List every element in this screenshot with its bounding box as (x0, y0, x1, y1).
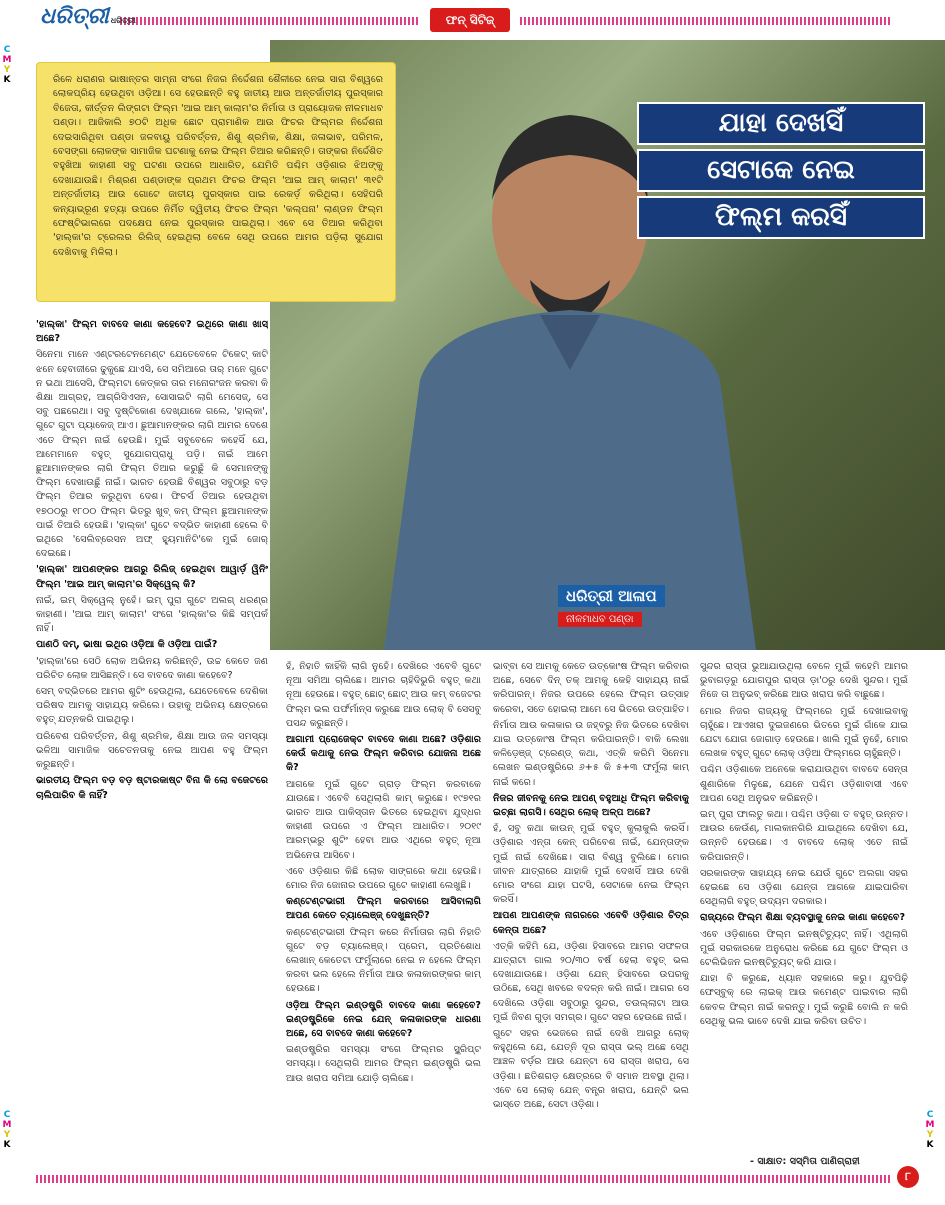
text-column-1 (36, 318, 268, 1170)
question-paragraph: କଣ୍ଟେଣ୍ଟଭାରୀ ଫିଲ୍ମ କରବାରେ ଆସିବାଲାଗି ଆପଣ କେତେ ଚ୍ୟାଲେଞ୍ଜ୍ ଦେଖୁଛନ୍ତି? (286, 896, 481, 922)
headline (637, 102, 925, 243)
cmyk-marks-bottom-left: C M Y K (2, 1110, 12, 1150)
answer-paragraph: 'ହାଲ୍କା'ରେ ସେଠି ଲୋକ ଅଭିନୟ କରିଛନ୍ତି, ଉଚ୍ଚ କେତେ ଜଣ ପରିଚିତ ଲୋକ ଆସିଛନ୍ତି। ସେ ବାବଦେ କାଣା କହେବେ? (36, 655, 268, 681)
byline (558, 585, 665, 627)
intro-box (36, 62, 396, 302)
answer-paragraph: ସରକାରଙ୍କ ସାହାଯ୍ୟ ନେଇ ଯେଉଁ ଗୁଟେ ଅଲଗା ସହର ହେଇଛେ ସେ ଓଡ଼ିଶା ଯେନ୍ତା ଆଗକେ ଯାଇପାରିବା ସେଥିଲାଗି ବହୁତ୍ ଉଦ୍ୟମ ଦରକାର। (700, 867, 908, 908)
answer-paragraph: ସେମ୍ ବଦ୍ଭିତରେ ଆମର ଶୁଟିଂ ହେଉଥିଲା, ଯେତେବେଳେ ଦେଶିକା ପରିଷଦ ଆମକୁ ସାହାଯ୍ୟ କରିଲେ। ଉହାକୁ ଅଭିନୟ କ୍ଷେତ୍ରରେ ବହୁତ୍ ଯତ୍ନକରି ପାଇଥିଲୁ। (36, 686, 268, 726)
question-paragraph: 'ହାଲ୍କା' ଆପଣଙ୍କର ଆଗରୁ ରିଲିଜ୍ ହେଇଥିବା ଆୱାର୍ଡ଼ ୱିନିଂ ଫିଲ୍ମ 'ଆଇ ଆମ୍ କାଲାମ'ର ସିକ୍ୱେଲ୍ କି? (36, 564, 268, 590)
answer-paragraph: ମୋର ନିଜର ରାଜ୍ୟକୁ ଫିଲ୍ମରେ ମୁଇଁ ଦେଖାଇବାକୁ ଚାହୁଁଛେ। ଆଏଖରା ଦୁଇଜଣରେ ଭିତରେ ମୁଇଁ ଗାଁକେ ଯାଇ ଯେଟା ଯୋଗ ଜୋଗାଡ଼ ହେଉଛେ। ଖାଲି ମୁଇଁ ନୁହେଁ, ମୋର ଲେଖକ ବହୁତ୍ ଗୁଟେ ଲୋକ୍ ଓଡ଼ିଆ ଫିଲ୍ମରେ ଚାହୁଁଛନ୍ତି। (700, 705, 908, 760)
question-paragraph: ଆଗାମୀ ପ୍ରୋଜେକ୍ଟ ବାବଦେ କାଣା ଅଛେ? ଓଡ଼ିଶାର କେଉଁ କଥାକୁ ନେଇ ଫିଲ୍ମ କରିବାର ଯୋଜନା ଅଛେ କି? (286, 734, 481, 774)
byline-brand: ଧରିତ୍ରୀ ଆଳାପ (558, 585, 665, 607)
interviewer-credit: - ସାକ୍ଷାତ: ସସ୍ମିତା ପାଣିଗ୍ରାହୀ (750, 1156, 860, 1167)
question-paragraph: ନିଜର ଜୀବନକୁ ନେଇ ଆପଣ୍ ବହୁଆଧି ଫିଲ୍ମ କରିବାକୁ ଇଚ୍ଛା ଲାଗସି। ସେଥିର ଲୋକ୍ ଅଳ୍ପ ଅଛେ? (493, 792, 689, 819)
answer-paragraph: ପଶ୍ଚିମ ଓଡ଼ିଶାକେ ଅନେକେ କରାଯାଉଥିବା ବାବଦେ ସେନ୍ତା ଶୁଣାରିକେ ମିଳୁଛେ, ଯେନେ ପଶ୍ଚିମ ଓଡ଼ିଶାବାସୀ ଏବେ ଆପଣ ସେଥି ଅନୁଭବ କରିଛନ୍ତି। (700, 764, 908, 804)
question-paragraph: ଓଡ଼ିଆ ଫିଲ୍ମ ଇଣ୍ଡଷ୍ଟ୍ରି ବାବଦେ କାଣା କହେବେ? ଇଣ୍ଡଷ୍ଟ୍ରିକେ ନେଇ ଯେନ୍ କଳାକାରଙ୍କ ଧାରଣା ଅଛେ, ସେ ବାବଦେ କାଣା କହେବେ? (286, 999, 481, 1040)
question-paragraph: ଭାରତୀୟ ଫିଲ୍ମ ବଡ଼ ବଡ଼ ଷ୍ଟାରକାଷ୍ଟ ବିନା କି ଲୋ ବଜେଟରେ ଚାଲିପାରିବ କି ନାହିଁ? (36, 775, 268, 801)
answer-paragraph: ଇମ୍ ପୁରା ଫାଲତୁ କଥା। ପଶ୍ଚିମ ଓଡ଼ିଶା ତ ବହୁତ୍ ଉନ୍ନତ। ଆଉର କେଉଁଣ୍, ମାଲକାନଗିରି ଯାଇଥିଲେ ଦେଖିବା ଯେ, ଉନ୍ନତି ହେଉଛେ। ଏ ବାବଦେ ଲୋକ୍ ଏତେ ନାଇଁ କରିପାରନ୍ତି। (700, 809, 908, 863)
decorative-stripe-right (520, 17, 890, 25)
answer-paragraph: ଏବେ ଓଡ଼ିଶାରେ ଫିଲ୍ମ ଇନଷ୍ଟିଚ୍ୟୁଟ୍ ନାହିଁ। ଏଥିଲାଗି ମୁଇଁ ସରକାରକେ ଅନୁରୋଧ କରିଛେ ଯେ ଗୁଟେ ଫିଲ୍ମ ଓ ଟେଲିଭିଜନ ଇନଷ୍ଟିଚ୍ୟୁଟ୍ କରି ଯାଉ। (700, 928, 908, 969)
question-paragraph: ଆପଣ ଆପଣଙ୍କ ନାଗରରେ ଏବେବି ଓଡ଼ିଶାର ଚିତ୍ର କେନ୍ତା ଅଛେ? (493, 910, 689, 936)
answer-paragraph: ସୁନ୍ଦର ରାସ୍ତା ଭୁଆଯାଉଥିଲା ବେଳେ ମୁଇଁ କହେମି ଆମର ଭୁବାଗଡ଼ରୁ ଯୋଗପୁର ରାସ୍ତା ଡ଼ା'ଠରୁ ଦେଖି ସୁନ୍ଦର। ମୁଇଁ ନିଜେ ତା ଅନୁଭବ୍ କରିଛେ ଆଉ ଖରାପ କରି ବାଛୁଛେ। (700, 661, 908, 701)
section-tab: ଫନ୍ ସିଟିଜ୍ (430, 8, 510, 32)
answer-paragraph: ଗୁଟେ ସହର ଭେଜରେ ନାଇଁ ଦେଖି ଆଗରୁ ଲୋକ୍ କହୁଥିଲେ ଯେ, ଯେତ୍ନି ଦୂର ରାସ୍ତା ଭଲ୍ ଅଛେ ସେଥି ଆଞ୍ଚଳ ବର୍ଡ଼ର ଆଉ ଯେନ୍ଟା ସେ ରାସ୍ତା ଖରାପ, ସେ ଓଡ଼ିଶା। ଛତିଶଗଡ଼ କ୍ଷେତ୍ରରେ ବି ସମାନ ଅବସ୍ଥା ଥିଲା। ଏବେ ସେ ଲୋକ୍ ଯେନ୍ ବନ୍ତ୍ର ଖରାପ, ଯେନ୍ଟି ଭଲ ଭାସ୍ତେ ଅଛେ, ସେଟା ଓଡ଼ିଶା। (493, 1028, 689, 1111)
headline-line-3: ଫିଲ୍ମ କରସିଁ (637, 196, 925, 239)
answer-paragraph: ହଁ, ସବୁ କଥା କାଉନ୍ ମୁଇଁ ବହୁତ୍ କୁଲାକୁଲି କରସିଁ। ଓଡ଼ିଶାର ଏନ୍ତା କେନ୍ ପରିବେଶ ନାଇଁ, ଯେନ୍ତାଙ୍କ ମୁଇଁ ନାଇଁ ଦେଖିଛେ। ସାରା ବିଶ୍ୱ ବୁଲିଛେ। ମୋର ଜୀବନ ଯାତ୍ରାରେ ଯାହାକି ମୁଇଁ ଦେଖସିଁ ଆଉ ଦେଖି ମୋର ସଂଗେ ଯାହା ଘଟସି, ସେଟାକେ ନେଇ ଫିଲ୍ମ କରସିଁ। (493, 823, 689, 906)
answer-paragraph: ଏତ୍କି କହିମି ଯେ, ଓଡ଼ିଶା ହିସାବରେ ଆମର ସଫଳତା ଯାତ୍ରାଟା ଗାଲ ୨୦/୩୦ ବର୍ଷ ହେଲା ବହୁତ୍ ଭଲ ଦେଖାଯାଉଛେ। ଓଡ଼ିଶା ଯେନ୍ ହିସାବରେ ଉପରକୁ ଉଠିଛେ, ସେଥି ଖବରେ ବଦଳ୍ନ କରି ନାଇଁ। ଆଗର ସେ ଦେଖିଲେ ଓଡ଼ିଶା ସବୁଠାରୁ ସୁନ୍ଦର, ତଉଲ୍ଲାଟା ଆଉ ମୁଇଁ ଜିବଣ ଗୁଡ଼ା ସମଗ୍ର। ଗୁଟେ ସହର ହେଉଛେ ନାଇଁ। (493, 940, 689, 1023)
answer-paragraph: ନିର୍ମାତା ଆଉ କଳାକାର ଉ ଜହ୍ବରୁ ନିଜ ଭିତରେ ଦେଖିବା ଯାଇ ଉତ୍କୋଂଷ ଫିଲ୍ମ କରିପାରନ୍ତି। ବାକି ଲେଖା କଳିଡ଼େଞ୍ଜ୍ ଟ୍ରେଣ୍ଡ୍ କଥା, ଏତ୍କି କରିମି ସିନେମା ଲେଖନ ଇଣ୍ଡଷ୍ଟ୍ରିରେ ୬+୫ କି ୫+୩ ଫର୍ମୁଲା କାମ୍ ନାଇଁ କରେ। (493, 719, 689, 788)
decorative-stripe-bottom (36, 1175, 891, 1183)
page-number: ୮ (897, 1166, 919, 1188)
magazine-logo: ଧରିତ୍ରୀ ଧରିତ୍ରୀ (40, 4, 136, 29)
headline-line-2: ସେଟାକେ ନେଇ (637, 149, 925, 192)
answer-paragraph: ଭାବ୍ବା ସେ ଆମକୁ କେତେ ଉତ୍କୋଂଷ ଫିଲ୍ମ କରିବାର ଅଛେ, ସେବେ ଦିନ୍ ତକ୍ ଆମକୁ କେହି ସାହାଯ୍ୟ ନାଇଁ କରିପାରନ୍। ନିଜର ଉପରେ ହେଲେ ଫିଲ୍ମ ଉତ୍ସାହ କରେବା, ସତେ ହୋଇଲା ଆମେ ସେ ଭିତରେ ଉତ୍ପାହିତ। (493, 661, 689, 715)
text-column-3 (493, 660, 689, 1170)
intro-text: ରିଳେ ଧରାଣର ଭାଷାନ୍ତର ସାମ୍ନା ସଂଗେ ନିଜର ନିର୍ଦ୍ଦେଶନା ଶୈଳୀରେ ନେଇ ସାରା ବିଶ୍ୱରେ ଲୋକପ୍ରିୟ ହେଉଥିବା ଓଡ଼ିଆ। ସେ ହେଉଛନ୍ତି ବହୁ ଜାତୀୟ ଆଉ ଅନ୍ତର୍ଜାତୀୟ ପୁରସ୍କାର ବିଜେତା, କୀର୍ତ୍ତନ ଲିଙ୍ଗଟା ଫିଲ୍ମ 'ଆଇ ଆମ୍ କାଲାମ'ର ନିର୍ମାତା ଓ ପ୍ରାୟୋଜକ ନୀଳମାଧବ ପଣ୍ଡା। ଆଜିକାଲି ୭୦ଟି ଅଧିକ ଛୋଟ ପ୍ରାମାଣିକ ଆଉ ଫିଚର ଫିଲ୍ମର ନିର୍ଦ୍ଦେଶନା ଦେଇସାରିଥିବା ପଣ୍ଡା ଜଳବାୟୁ ପରିବର୍ତ୍ତନ, ଶିଶୁ ଶ୍ରମିକ, ଶିକ୍ଷା, ଜଳାଭାବ, ପରିମଳ, ବେସଙ୍ଗା ଲୋକଙ୍କ ସାମାଜିକ ଘଟଣାକୁ ନେଇ ଫିଲ୍ମ ତିଆର କରିଛନ୍ତି। ତାଙ୍କର ନିର୍ଦ୍ଦେଶିତ ବହୁଖିଆ କାହାଣୀ ସବୁ ଘଟଣା ଉପରେ ଆଧାରିତ, ଯେମିତି ପଶ୍ଚିମ ଓଡ଼ିଶାର ଝିଅଙ୍କୁ ଦେଖାଯାଉଛି। ମିଶ୍ରଣ ପଣ୍ଡାଙ୍କ ପ୍ରଥମ ଫିଚର ଫିଲ୍ମ 'ଆଇ ଆମ୍ କାଲାମ' ୩୧ଟି ଅନ୍ତର୍ଜାତୀୟ ଆଉ ଗୋଟେ ଜାତୀୟ ପୁରସ୍କାର ପାଇ ରେକର୍ଡ଼ କରିଥିଲା। ସେହିପରି କନ୍ୟାଭ୍ରୂଣ ହତ୍ୟା ଉପରେ ନିର୍ମିତ ଦ୍ୱିତୀୟ ଫିଚର ଫିଲ୍ମ 'କଲ୍ପନା' ଲାଣ୍ଡନ ଫିଲ୍ମ ଫେଷ୍ଟିଭାଲରେ ପଦକ୍ଷେପ ନେଇ ପୁରସ୍କାର ପାଇଥିଲା। ଏବେ ସେ ତିଆର କରିଥିବା 'ହାଲ୍କା'ର ଟ୍ରେଲର ରିଲିଜ୍ ହେଇଥିଲା ବେଳେ ସେଥି ଉପରେ ଆମର ପଡ଼ିଲା ସୁଯୋଗ ଦେଖିବାକୁ ମିଳିଲା। (53, 74, 383, 258)
answer-paragraph: ହଁ, ନିହାତି କାହିଁକି ଲାଗି ନୁହେଁ। ଦେଖିରେ ଏବେବି ଗୁଟେ ନୂଆ ସମିଆ ଚାଲିଛେ। ଆମର ଚାହିଦିଭୁରି ବହୁତ୍ କଥା ନୂଆ ହେଉଛେ। ବହୁତ୍ ଛୋଟ୍ ଛୋଟ୍ ଆଉ କମ୍ ବଜେଟର ଫିଲ୍ମ ଭଲ ପର୍ଫର୍ମାନ୍ସ କରୁଛେ ଆଉ ଲୋକ୍ ବି ସେସବୁ ପସନ୍ଦ କରୁଛନ୍ତି। (286, 661, 481, 729)
page-header (0, 0, 945, 40)
answer-paragraph: ସିନେମା ମାନେ ଏଣ୍ଟରଟେନମେଣ୍ଟ ଯେତେବେଳେ ଟିକେଟ୍ କାଟି ଝନେ ହେବାଜୀରେ ଢୁକୁଛେ ଯାଏସି, ସେ ସମିଆରେ ତାର୍ ମନେ ଗୁଟେ ନ ଭଥା ଆସେସି, ଫିଲ୍ମଟା କେତ୍କର ତାର ମନୋରଂଜନ କରବା କି ଶିକ୍ଷା ଆଗ୍ରହ, ଆଗ୍ରିସିଏସନ, ସୋସାଇଟି ଲାଗି ମେସେଜ୍, ସେ ସବୁ ପଛରେଥା। ସବୁ ଦୃଷ୍ଟିକୋଣ ଦେଖ୍ଯାକେ ଗଲେ, 'ହାଲ୍କା', ଗୁଟେ ଗୁଟା ପ୍ୟାକେଜ୍ ଆଏ। ଛୁଆମାନଙ୍କର ଲାଗି ଆମର ଦେଶେ ଏତେ ଫିଲ୍ମ ନାଇଁ ହେଉଛି। ମୁଇଁ ସବୁବେଳେ କହେସିଁ ଯେ, ଆମେମାନେ ବହୁତ୍ ସୁଯୋଗପ୍ରାଧୁ ପଡ଼ି। ନାଇଁ ଆମେ ଛୁଆମାନଙ୍କର ଲାଗି ଫିଲ୍ମ ତିଆର କରୁଛୁଁ କି ସେମାନଙ୍କୁ ଫିଲ୍ମ ଦେଖାଉଛୁଁ ନାଇଁ। ଭାରତ ହେଉଛି ବିଶ୍ୱର ସବୁଠାରୁ ବଡ଼ ଫିଲ୍ମ ତିଆର କରୁଥିବା ଦେଶ। ଫିଚର୍ସ ତିଆର ହେଉଥିବା ୧୭୦୦ରୁ ୧୮୦୦ ଫିଲ୍ମ ଭିତରୁ ଖୁବ୍ କମ୍ ଫିଲ୍ମ ଛୁଆମାନଙ୍କ ପାଇଁ ତିଆରି ହେଉଛି। 'ହାଲ୍କା' ଗୁଟେ ବଦ୍ଭିତ କାହାଣୀ ହେଲେ ବି ଇଥିରେ 'ସେଲିବ୍ରେସନ ଅଫ୍ ହ୍ୟୁମାନିଟି'କେ ମୁଇଁ ଜୋର୍ ଦେଇଛେ। (36, 349, 268, 560)
answer-paragraph: ନାଇଁ, ଇମ୍ ସିକ୍ୱେଲ୍ ନୁହେଁ। ଇମ୍ ପୁରା ଗୁଟେ ଅଲଗ୍ ଧରଣ୍ର କାହାଣୀ। 'ଆଇ ଆମ୍ କାଲାମ' ସଂଗେ 'ହାଲ୍କା'ର କିଛି ସମ୍ପର୍କ ନାହିଁ। (36, 594, 268, 635)
answer-paragraph: ଯାହା ବି କରୁଛେ, ଧ୍ୟାନ ସହକାରେ କରୁ। ଯୁବପିଢ଼ି ଫେସ୍ବୁକ୍ ରେ ଲାଇକ୍ ଆଉ କମେଣ୍ଟ ପାଇବାର ଲାଗି କେବଳ ଫିଲ୍ମ ନାଇଁ କରନ୍ତୁ। ମୁଇଁ କରୁଛି ବୋଲି ନ କରି ସେଥିକୁ ଭଲ ଭାବେ ଦେଖି ଯାଇ କରିବା ଉଚିତ। (700, 973, 908, 1027)
question-paragraph: ରାଜ୍ୟରେ ଫିଲ୍ମ ଶିକ୍ଷା ବ୍ୟବସ୍ଥାକୁ ନେଇ କାଣା କହେବେ? (700, 912, 906, 924)
byline-name: ନୀଳମାଧବ ପଣ୍ଡା (558, 612, 642, 627)
decorative-stripe-left (120, 17, 420, 25)
question-paragraph: ପାଣଠି ଦମ୍, ଭାଷା ଇଥିର ଓଡ଼ିଆ କି ଓଡ଼ିଆ ପାଇଁ? (36, 639, 218, 651)
cmyk-marks-top-left: C M Y K (2, 45, 12, 85)
headline-line-1: ଯାହା ଦେଖସିଁ (637, 102, 925, 145)
answer-paragraph: କଣ୍ଟେଣ୍ଟଭାରୀ ଫିଲ୍ମ କରେ ନିର୍ମାତାର ଲାଗି ନିହାତି ଗୁଟେ ବଡ଼ ଚ୍ୟାଲେଞ୍ଜ୍। ପ୍ରେମ, ପ୍ରତିଶୋଧ ଲେଖାନ୍ କେତେଟା ଫର୍ମୁଲାରେ ନେଇ ନ ହେଲେ ଫିଲ୍ମ କରବା ଭଲ ହେଲେ ନିର୍ମାତା ଆଉ କଳାକାରଙ୍କର କାମ୍ ହେଉଛେ। (286, 926, 481, 995)
answer-paragraph: ଆଗକେ ମୁଇଁ ଗୁଟେ ଗ୍ରାଡ଼ ଫିଲ୍ମ କରବାକେ ଯାଉଛେ। ଏବେବି ସେଥିଲାଗି କାମ୍ କରୁଛେ। ୧୯୭୧ର ଭାରତ ଆଉ ପାକିସ୍ତାନ ଭିତରେ ହେଇଥିବା ଯୁଦ୍ଧର କାହାଣୀ ଉପରେ ଏ ଫିଲ୍ମ ଆଧାରିତ। ୨୦୧୯ ଆରମ୍ଭରୁ ଶୁଟିଂ ହେବା ଆଉ ଏଥିରେ ବହୁତ୍ ନୂଆ ଅଭିନେତା ଆସିବେ। (286, 778, 481, 861)
text-column-2 (286, 660, 481, 1170)
answer-paragraph: ପରିବେଶ ପରିବର୍ତ୍ତନ, ଶିଶୁ ଶ୍ରମିକ, ଶିକ୍ଷା ଆଉ ଜଳ ସମସ୍ୟା ଭଳିଆ ସାମାଜିକ ସଚେତନତାକୁ ନେଇ ଆପଣ ବହୁ ଫିଲ୍ମ କରୁଛନ୍ତି। (36, 730, 268, 771)
text-column-4 (700, 660, 908, 1155)
cmyk-marks-bottom-right: C M Y K (925, 1110, 935, 1150)
answer-paragraph: ଏବେ ଓଡ଼ିଶାର କିଛି ଲୋକ ସାଙ୍ଗରେ କଥା ହେଉଛି। ମୋର ନିଜ ଜୋନାର ଉପରେ ଗୁଟେ କାହାଣୀ ଲେଖୁଛି। (286, 865, 481, 892)
answer-paragraph: ଇଣ୍ଡଷ୍ଟ୍ରିର ସମସ୍ୟା ସଂଗେ ଫିଲ୍ମର ସ୍କ୍ରିପ୍ଟ ସମସ୍ୟା। ସେଥିଲାଗି ଆମର ଫିଲ୍ମ ଇଣ୍ଡଷ୍ଟ୍ରି ଭଲ ଆଉ ଖରାପ ସମିଆ ଯୋଡ଼ି ଚାଲିଛେ। (286, 1044, 481, 1084)
question-paragraph: 'ହାଲ୍କା' ଫିଲ୍ମ ବାବଦେ କାଣା କହେବେ? ଇଥିରେ କାଣା ଖାସ୍ ଅଛେ? (36, 319, 268, 345)
